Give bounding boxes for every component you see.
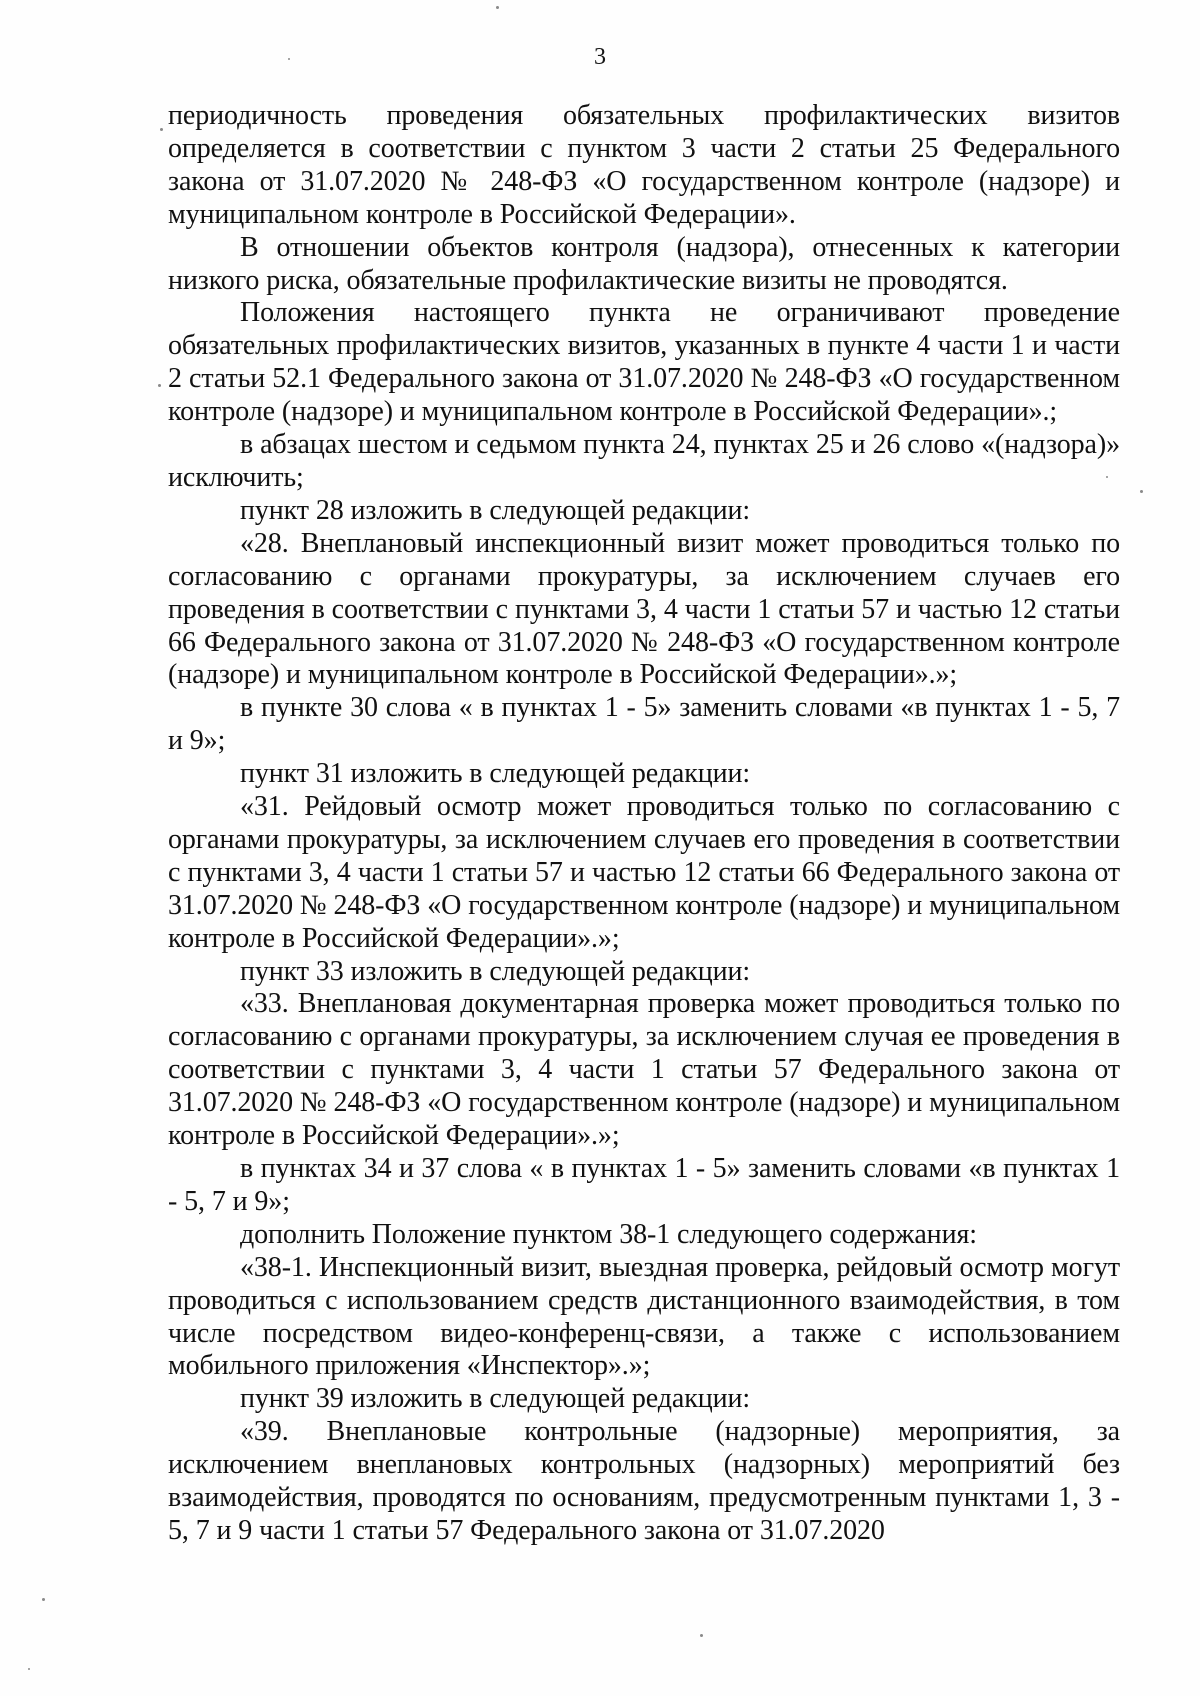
paragraph: В отношении объектов контроля (надзора), отнесенных к категории низкого риска, обязательные профилактические визиты не проводятся.: [168, 231, 1120, 296]
paragraph: дополнить Положение пунктом 38-1 следующего содержания:: [240, 1218, 977, 1250]
scan-speck: [496, 6, 499, 9]
paragraph: пункт 33 изложить в следующей редакции:: [240, 955, 751, 987]
scan-speck: [160, 128, 163, 131]
scan-speck: [42, 1598, 45, 1601]
paragraph: пункт 28 изложить в следующей редакции:: [240, 494, 751, 526]
paragraph: «39. Внеплановые контрольные (надзорные) мероприятия, за исключением внеплановых контрольных (надзорных) мероприятий без взаимодействия, проводятся по основаниям, предусмотренным пунктами 1, 3 - 5, 7 и 9 части 1 статьи 57 Федерального закона от 31.07.2020: [168, 1416, 1120, 1546]
paragraph: «31. Рейдовый осмотр может проводиться только по согласованию с органами прокуратуры, за исключением случаев его проведения в соответствии с пунктами 3, 4 части 1 статьи 57 и частью 12 статьи 66 Федерального закона от 31.07.2020 № 248-ФЗ «О государственном контроле (надзоре) и муниципальном контроле в Российской Федерации».»;: [168, 791, 1120, 954]
scan-speck: [1140, 490, 1143, 493]
scan-speck: [158, 384, 161, 387]
scan-speck: [1106, 476, 1108, 478]
paragraph: «38-1. Инспекционный визит, выездная проверка, рейдовый осмотр могут проводиться с использованием средств дистанционного взаимодействия, в том числе посредством видео-конференц-связи, а также с использованием мобильного приложения «Инспектор».»;: [168, 1251, 1120, 1382]
paragraph: в абзацах шестом и седьмом пункта 24, пунктах 25 и 26 слово «(надзора)» исключить;: [168, 429, 1120, 493]
paragraph: Положения настоящего пункта не ограничивают проведение обязательных профилактических визитов, указанных в пункте 4 части 1 и части 2 статьи 52.1 Федерального закона от 31.07.2020 № 248-ФЗ «О государственном контроле (надзоре) и муниципальном контроле в Российской Федерации».;: [168, 297, 1120, 428]
paragraph: пункт 39 изложить в следующей редакции:: [240, 1383, 751, 1415]
paragraph: периодичность проведения обязательных профилактических визитов определяется в соответствии с пунктом 3 части 2 статьи 25 Федерального закона от 31.07.2020 № 248-ФЗ «О государственном контроле (надзоре) и муниципальном контроле в Российской Федерации».: [168, 100, 1120, 230]
paragraph: пункт 31 изложить в следующей редакции:: [240, 758, 751, 790]
scan-speck: [700, 1634, 703, 1637]
paragraph: «33. Внеплановая документарная проверка может проводиться только по согласованию с органами прокуратуры, за исключением случая ее проведения в соответствии с пунктами 3, 4 части 1 статьи 57 Федерального закона от 31.07.2020 № 248-ФЗ «О государственном контроле (надзоре) и муниципальном контроле в Российской Федерации».»;: [168, 988, 1120, 1152]
scan-speck: [288, 58, 290, 60]
paragraph: в пунктах 34 и 37 слова « в пунктах 1 - 5» заменить словами «в пунктах 1 - 5, 7 и 9»;: [168, 1153, 1120, 1217]
scan-speck: [28, 1668, 30, 1670]
document-body: [168, 100, 1120, 1548]
paragraph: в пункте 30 слова « в пунктах 1 - 5» заменить словами «в пунктах 1 - 5, 7 и 9»;: [168, 692, 1120, 757]
paragraph: «28. Внеплановый инспекционный визит может проводиться только по согласованию с органами прокуратуры, за исключением случаев его проведения в соответствии с пунктами 3, 4 части 1 статьи 57 и частью 12 статьи 66 Федерального закона от 31.07.2020 № 248-ФЗ «О государственном контроле (надзоре) и муниципальном контроле в Российской Федерации».»;: [168, 527, 1120, 691]
page-number: 3: [594, 44, 606, 70]
